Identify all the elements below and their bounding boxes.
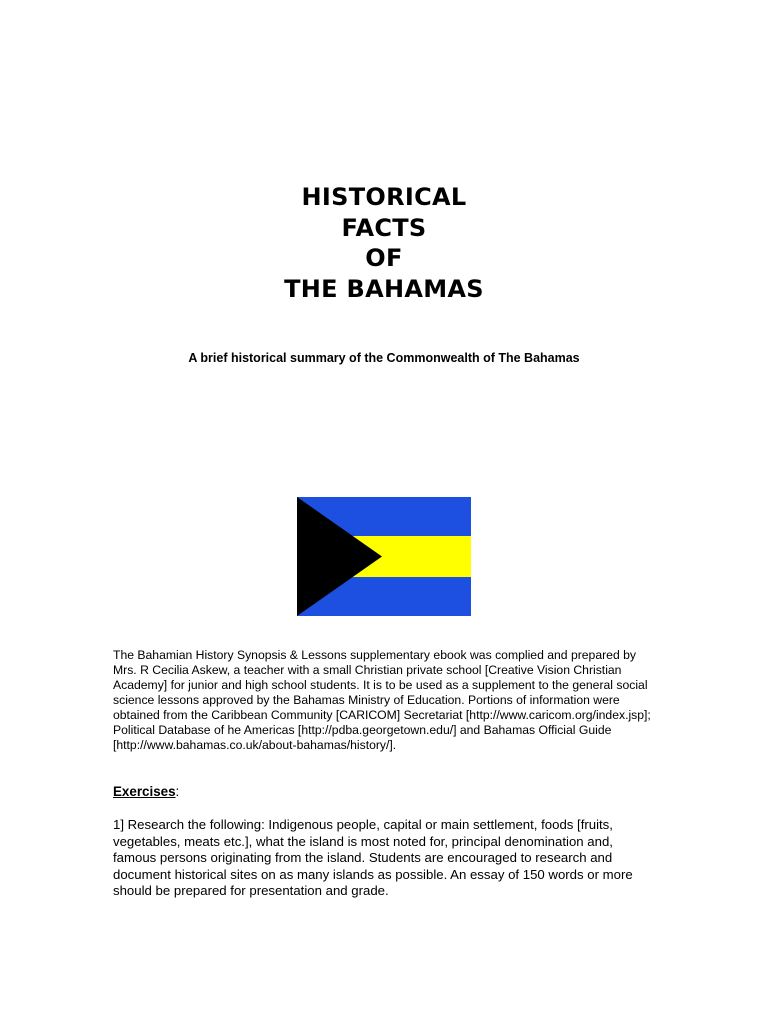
exercise-1-text: 1] Research the following: Indigenous people, capital or main settlement, foods [fruits, vegetables, meats etc.], what the island is most noted for, principal denomination and, famous persons originating from the island. Students are encouraged to research and document historical sites on as many islands as possible. An essay of 150 words or more should be prepared for presentation and grade. <box>113 817 633 898</box>
exercises-heading <box>113 783 179 800</box>
exercises-colon: : <box>175 784 180 799</box>
title-line-3: OF <box>365 244 403 272</box>
title-line-1: HISTORICAL <box>301 183 467 211</box>
bahamas-flag-image <box>297 497 471 616</box>
document-title <box>0 182 768 304</box>
intro-paragraph: The Bahamian History Synopsis & Lessons supplementary ebook was complied and prepared by Mrs. R Cecilia Askew, a teacher with a small Christian private school [Creative Vision Christian Academy] for junior and high school students. It is to be used as a supplement to the general social science lessons approved by the Bahamas Ministry of Education. Portions of information were obtained from the Caribbean Community [CARICOM] Secretariat [http://www.caricom.org/index.jsp]; Political Database of he Americas [http://pdba.georgetown.edu/] and Bahamas Official Guide [http://www.bahamas.co.uk/about-bahamas/history/]. <box>113 648 651 752</box>
exercises-label: Exercises <box>113 784 176 799</box>
document-subtitle: A brief historical summary of the Commonwealth of The Bahamas <box>188 351 580 365</box>
title-line-4: THE BAHAMAS <box>284 274 484 303</box>
title-line-2: FACTS <box>341 213 427 242</box>
